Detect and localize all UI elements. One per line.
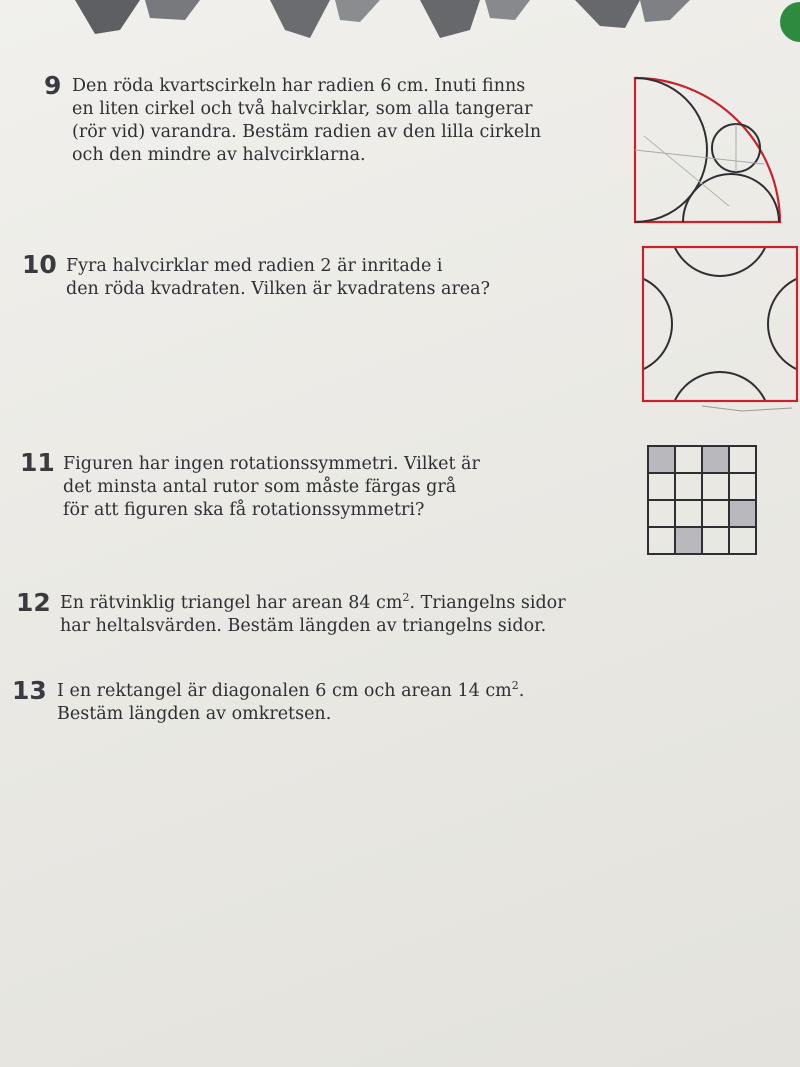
grid-cell [729, 473, 756, 500]
grid-cell [729, 527, 756, 554]
grid-cell [675, 446, 702, 473]
leaf-decoration-icon [0, 0, 800, 48]
text-line: Fyra halvcirklar med radien 2 är inritade i [66, 256, 443, 276]
grid-cell [729, 446, 756, 473]
grid-cell-shaded [648, 446, 675, 473]
grid-cell [702, 473, 729, 500]
text-line: Den röda kvartscirkeln har radien 6 cm. Inuti finns [72, 76, 526, 96]
problem-number: 9 [44, 71, 62, 100]
problem-text [60, 592, 566, 638]
grid-cell [648, 527, 675, 554]
text-line: I en rektangel är diagonalen 6 cm och arean 14 $cm^2$. [57, 679, 525, 701]
grid-cell [702, 527, 729, 554]
text-line: Figuren har ingen rotationssymmetri. Vilket är [63, 454, 480, 474]
problem-text [57, 680, 524, 726]
text-line: har heltalsvärden. Bestäm längden av triangelns sidor. [60, 616, 547, 636]
square-with-four-semicircles-icon [642, 246, 798, 402]
grid-cell [675, 500, 702, 527]
problem-text [72, 75, 541, 167]
text-line: för att figuren ska få rotationssymmetri? [63, 500, 425, 520]
quarter-circle-with-circle-and-semicircles-icon [634, 76, 794, 224]
grid-cell [648, 500, 675, 527]
grid-cell-shaded [729, 500, 756, 527]
text-line: det minsta antal rutor som måste färgas grå [63, 477, 457, 497]
problem-number: 11 [20, 448, 55, 477]
text-line: den röda kvadraten. Vilken är kvadratens area? [66, 279, 490, 299]
problem-number: 13 [12, 676, 47, 705]
grid-cell-shaded [702, 446, 729, 473]
problem-number: 12 [16, 588, 51, 617]
problem-text [66, 255, 490, 301]
grid-cell [702, 500, 729, 527]
problem-text [63, 453, 480, 522]
grid-cell-shaded [675, 527, 702, 554]
grid-cell [648, 473, 675, 500]
text-line: En rätvinklig triangel har arean 84 $cm^2$. Triangelns sidor [60, 591, 566, 613]
grid-4x4-icon [646, 444, 760, 556]
problem-number: 10 [22, 250, 57, 279]
grid-cell [675, 473, 702, 500]
text-line: (rör vid) varandra. Bestäm radien av den lilla cirkeln [72, 122, 542, 142]
text-line: Bestäm längden av omkretsen. [57, 704, 332, 724]
text-line: en liten cirkel och två halvcirklar, som alla tangerar [72, 99, 533, 119]
text-line: och den mindre av halvcirklarna. [72, 145, 366, 165]
